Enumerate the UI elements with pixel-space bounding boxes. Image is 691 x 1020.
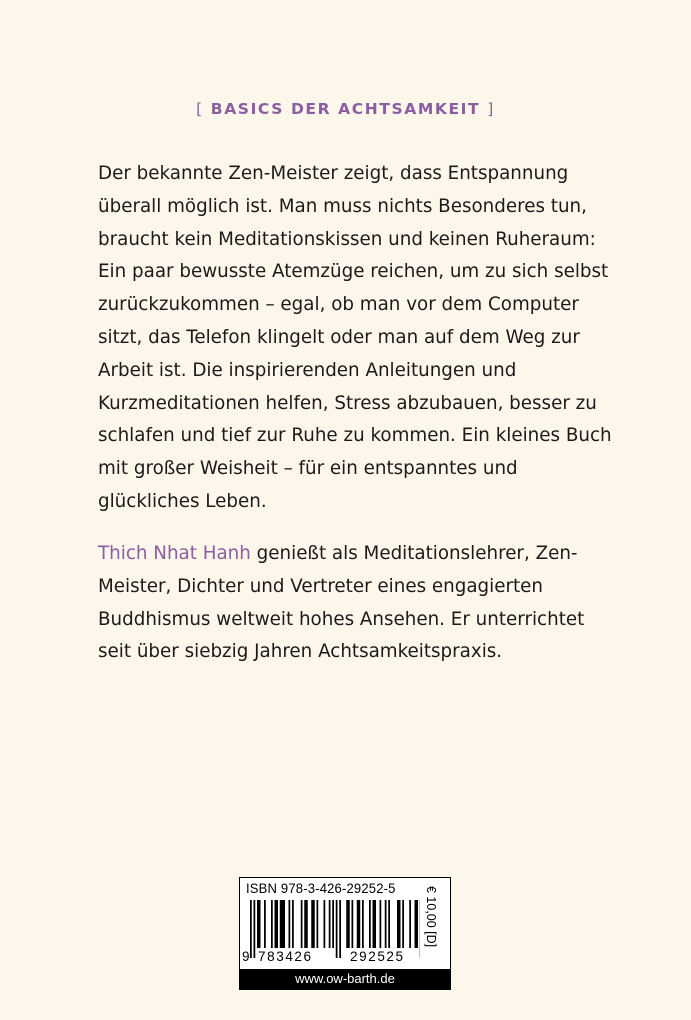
barcode-bar: [304, 900, 308, 948]
barcode-bar: [409, 900, 411, 948]
barcode-bar: [317, 900, 319, 948]
barcode-bar: [397, 900, 401, 948]
price-text: € 10,00 [D]: [424, 886, 438, 948]
author-bio-paragraph: [98, 538, 618, 669]
barcode-bar: [301, 900, 303, 948]
isbn-text: ISBN 978-3-426-29252-5: [246, 880, 396, 896]
barcode-bar: [271, 900, 273, 948]
barcode-bar: [415, 900, 419, 948]
barcode-bar: [373, 900, 377, 948]
author-bio-text: genießt als Meditationslehrer, Zen-Meister, Dichter und Vertreter eines engagierten Buddhismus weltweit hohes Ansehen. Er unterrichtet seit über siebzig Jahren Achtsamkeitspraxis.: [98, 543, 585, 663]
barcode-bar: [250, 900, 252, 958]
barcode-bar: [357, 900, 361, 948]
series-label-open-bracket: [: [196, 100, 204, 118]
publisher-website: www.ow-barth.de: [240, 969, 450, 989]
barcode-bar: [329, 900, 331, 948]
barcode-digit-lead: 9: [242, 949, 250, 964]
barcode-bar: [257, 900, 261, 948]
barcode-bar: [275, 900, 279, 948]
barcode-bar: [336, 900, 338, 958]
barcode-bar: [289, 900, 291, 948]
series-label-text: BASICS DER ACHTSAMKEIT: [210, 100, 481, 118]
barcode-bar: [280, 900, 285, 948]
barcode-bar: [380, 900, 382, 948]
barcode-bar: [369, 900, 371, 948]
barcode-box: [239, 877, 451, 990]
series-label-close-bracket: ]: [487, 100, 495, 118]
barcode-bar: [339, 900, 341, 958]
barcode-bar: [292, 900, 294, 948]
barcode-bar: [264, 900, 266, 948]
barcode-bar: [385, 900, 387, 948]
barcode-bar: [311, 900, 315, 948]
blurb-paragraph-1: Der bekannte Zen-Meister zeigt, dass Entspannung überall möglich ist. Man muss nichts Besonderes tun, braucht kein Meditationskissen und keinen Ruheraum: Ein paar bewusste Atemzüge reichen, um zu sich selbst zurückzukommen – egal, ob man vor dem Computer sitzt, das Telefon klingelt oder man auf dem Weg zur Arbeit ist. Die inspirierenden Anleitungen und Kurzmeditationen helfen, Stress abzubauen, besser zu schlafen und tief zur Ruhe zu kommen. Ein kleines Buch mit großer Weisheit – für ein entspanntes und glückliches Leben.: [98, 163, 612, 512]
series-label: [0, 100, 691, 118]
barcode-bar: [346, 900, 350, 948]
barcode-digits-left: 783426: [258, 949, 313, 964]
barcode-bar: [388, 900, 390, 948]
barcode-bar: [254, 900, 256, 958]
barcode-bar: [332, 900, 334, 948]
author-name: Thich Nhat Hanh: [98, 543, 251, 564]
barcode-bar: [352, 900, 354, 948]
barcode-bar: [402, 900, 404, 948]
barcode-bar: [362, 900, 364, 948]
barcode-bar: [324, 900, 326, 948]
barcode-digits-right: 292525: [350, 949, 405, 964]
